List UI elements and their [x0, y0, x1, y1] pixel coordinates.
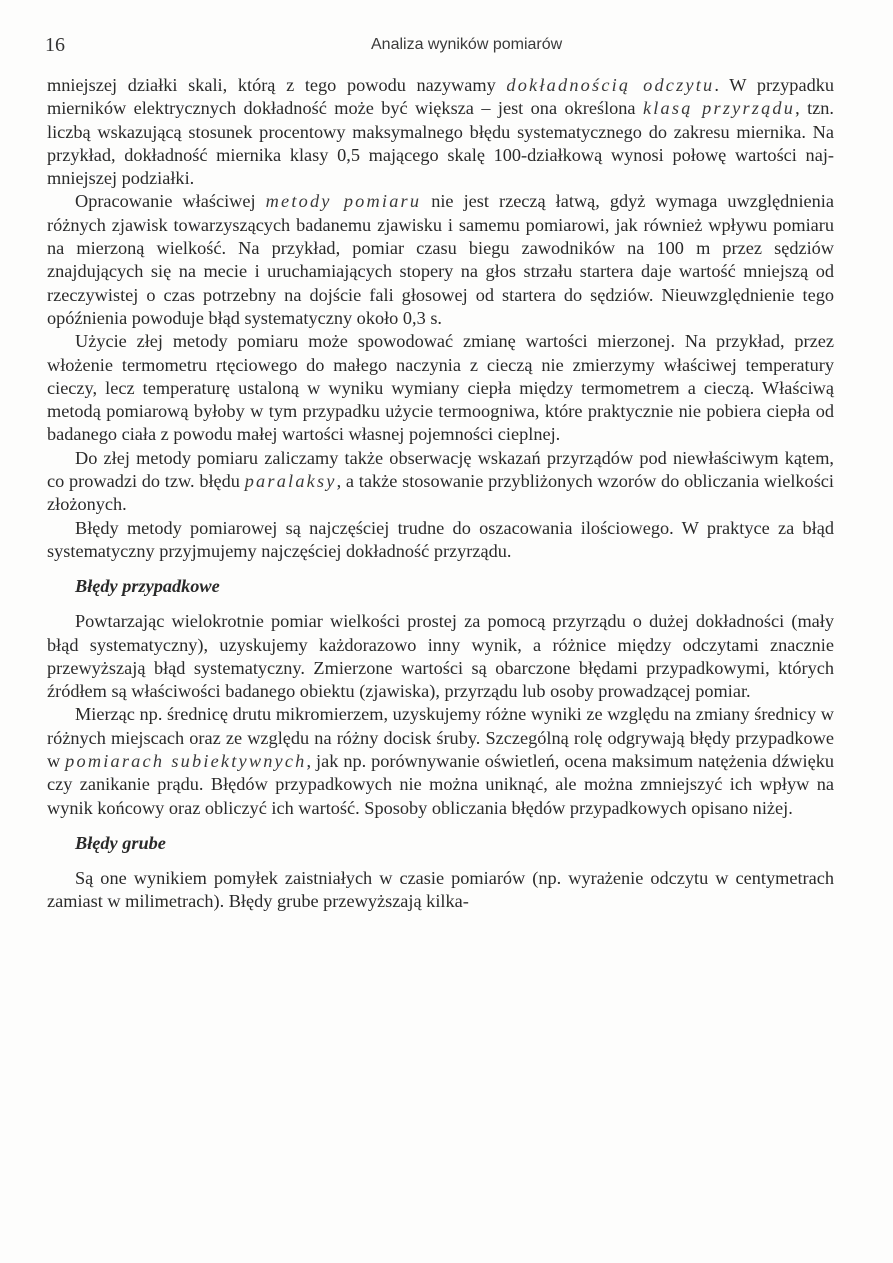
emphasis-term: metody pomiaru [265, 191, 422, 212]
paragraph: Są one wynikiem pomyłek zaistniałych w czasie pomiarów (np. wyrażenie odczytu w centymetrach zamiast w milimetrach). Błędy grube przewyższają kilka- [47, 867, 834, 912]
paragraph: Opracowanie właściwej metody pomiaru nie jest rzeczą łatwą, gdyż wymaga uwzględnienia różnych zjawisk towarzyszących badanemu zjawisku i samemu pomiarowi, jak również wpływu pomiaru na mierzoną wielkość. Na przykład, pomiar czasu biegu zawodników na 100 m przez sędziów znajdujących się na mecie i uruchamiających stopery na głos strzału startera daje wartość mniejszą od rzeczywistej o czas potrzebny na dojście fali głosowej od startera do sędziów. Nieuwzględnienie tego opóźnienia powoduje błąd systematyczny około 0,3 s. [47, 191, 834, 328]
running-title: Analiza wyników pomiarów [371, 36, 563, 53]
page-header [45, 34, 845, 58]
paragraph: Do złej metody pomiaru zaliczamy także obserwację wskazań przyrządów pod niewłaściwym kątem, co prowadzi do tzw. błędu paralaksy, a także stosowanie przybliżonych wzorów do obliczania wielkości złożonych. [47, 447, 835, 515]
page-body [47, 74, 834, 914]
page-number: 16 [45, 34, 65, 56]
paragraph: Mierząc np. średnicę drutu mikromierzem, uzyskujemy różne wyniki ze względu na zmiany średnicy w różnych miejscach oraz ze względu na różny docisk śruby. Szczególną rolę odgrywają błędy przypadkowe w pomiarach subiektywnych, jak np. porównywanie oświetleń, ocena maksimum natężenia dźwięku czy zanikanie prądu. Błędów przypadkowych nie można uniknąć, ale można zmniejszyć ich wpływ na wynik końcowy oraz obliczyć ich wartość. Sposoby obliczania błędów przypadkowych opisano niżej. [47, 704, 834, 818]
emphasis-term: pomiarach subiektywnych [65, 751, 307, 772]
emphasis-term: paralaksy [244, 471, 337, 492]
emphasis-term: dokładnością odczytu [506, 75, 715, 95]
paragraph: Powtarzając wielokrotnie pomiar wielkości prostej za pomocą przyrządu o dużej dokładności (mały błąd systematyczny), uzyskujemy każdorazowo inny wynik, a różnice między odczytami znacznie przewyższają błąd systematyczny. Zmierzone wartości są obarczone błędami przypadkowymi, których źródłem są właściwości badanego obiektu (zjawiska), przyrządu lub osoby prowadzącej pomiar. [47, 611, 834, 702]
emphasis-term: klasą przyrządu [642, 98, 796, 119]
section-heading: Błędy grube [75, 832, 166, 853]
section-heading: Błędy przypadkowe [75, 576, 220, 597]
paragraph: Błędy metody pomiarowej są najczęściej trudne do oszacowania ilościowego. W praktyce za błąd systematyczny przyjmujemy najczęściej dokładność przyrządu. [47, 517, 834, 561]
paragraph: mniejszej działki skali, którą z tego powodu nazywamy dokładnością odczytu. W przypadku mierników elektrycznych dokładność może być większa – jest ona określona klasą przyrządu, tzn. liczbą wskazującą stosunek procentowy maksymalnego błędu systematycznego do zakresu miernika. Na przykład, dokładność miernika klasy 0,5 mającego skalę 100-działkową wynosi połowę wartości najmniejszej podziałki. [47, 75, 834, 189]
paragraph: Użycie złej metody pomiaru może spowodować zmianę wartości mierzonej. Na przykład, przez włożenie termometru rtęciowego do małego naczynia z cieczą nie zmierzymy właściwej temperatury cieczy, lecz temperaturę ustaloną w wyniku wymiany ciepła między termometrem a cieczą. Właściwą metodą pomiarową byłoby w tym przypadku użycie termoogniwa, które praktycznie nie pobiera ciepła od badanego ciała z powodu małej wartości własnej pojemności cieplnej. [47, 331, 834, 445]
